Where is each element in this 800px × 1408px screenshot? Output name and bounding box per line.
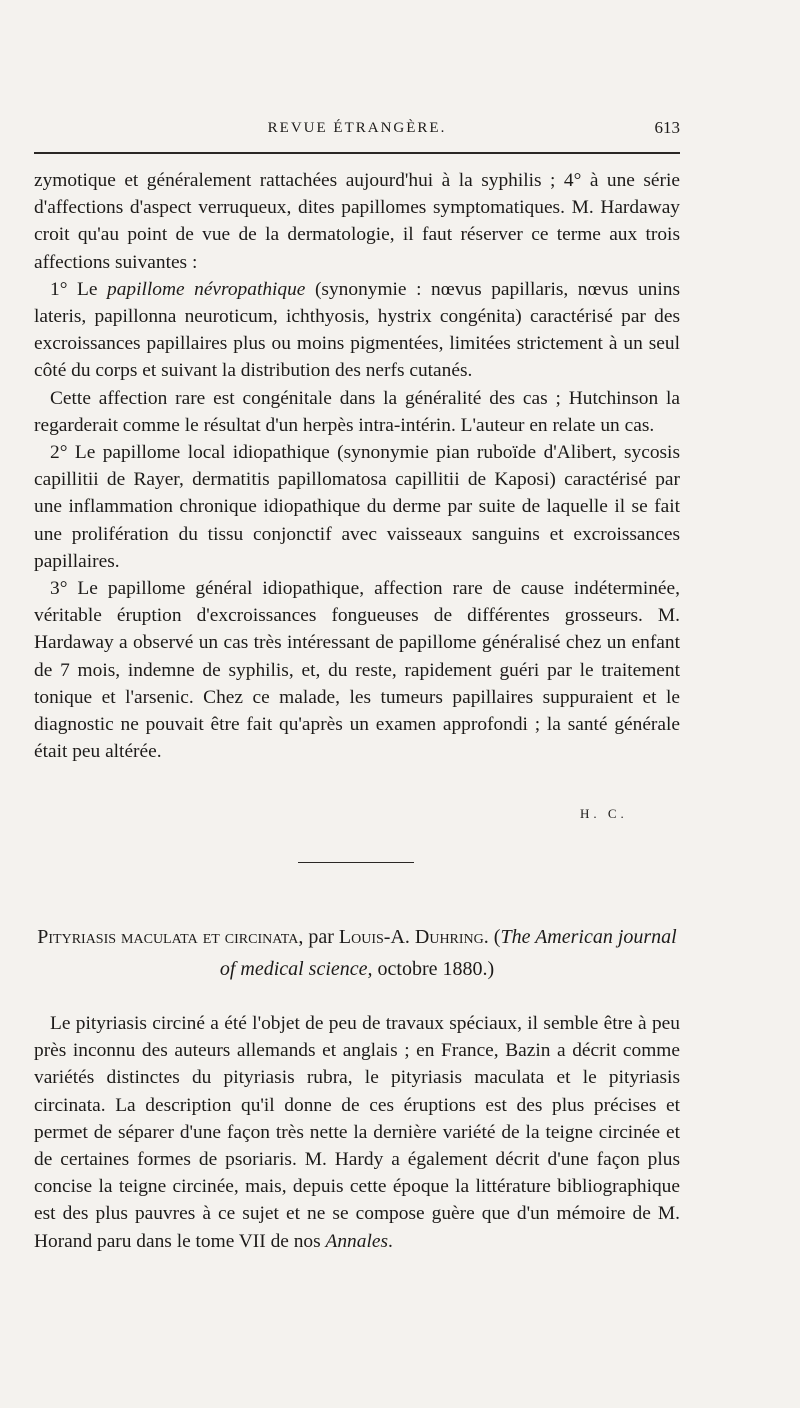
paragraph-prefix: 1° Le — [50, 278, 108, 300]
paragraph-continuation: zymotique et généralement rattachées aujourd'hui à la syphilis ; 4° à une série d'affections d'aspect verruqueux, dites papillomes symptomatiques. M. Hardaway croit qu'au point de vue de la dermatologie, il faut réserver ce terme aux trois affections suivantes : — [34, 170, 680, 273]
body-end: . — [388, 1230, 393, 1252]
source-close: ) — [487, 958, 495, 980]
article-by: par — [303, 926, 339, 948]
paragraph-papillome-general: 3° Le papillome général idiopathique, affection rare de cause indéterminée, véritable éruption d'excroissances fongueuses de différentes grosseurs. M. Hardaway a observé un cas très intéressant de papillome généralisé chez un enfant de 7 mois, indemne de syphilis, et, du reste, rapidement guéri par le traitement tonique et l'arsenic. Chez ce malade, les tumeurs papillaires suppuraient et le diagnostic ne pouvait être fait qu'après un examen approfondi ; la santé générale était peu altérée. — [34, 578, 680, 763]
paragraph-rest: (synonymie : nœvus papillaris, nœvus unins lateris, papillonna neuroticum, ichthyosis, hystrix congénita) caractérisé par des excroissances papillaires plus ou moins pigmentées, limitées strictement à un seul côté du corps et suivant la distribution des nerfs cutanés. — [34, 278, 680, 382]
journal-name: The American journal of medical science, — [219, 926, 677, 980]
article-author: Louis-A. Duhring. — [338, 926, 489, 948]
article-heading — [34, 921, 680, 985]
continued-article-text — [34, 167, 680, 765]
running-head — [34, 116, 680, 146]
header-rule — [34, 152, 680, 154]
body-text: Le pityriasis circiné a été l'objet de peu de travaux spéciaux, il semble être à peu près inconnu des auteurs allemands et anglais ; en France, Bazin a décrit comme variétés distinctes du pityriasis rubra, le pityriasis maculata et le pityriasis circinata. La description qu'il donne de ces éruptions est des plus précises et permet de séparer d'une façon très nette la dernière variété de la teigne circinée et de certaines formes de psoriaris. M. Hardy a également décrit d'une façon plus concise la teigne circinée, mais, depuis cette époque la littérature bibliographique est des plus pauvres à ce sujet et ne se compose guère que d'un mémoire de M. Horand paru dans le tome VII de nos — [34, 1013, 680, 1252]
article-paragraph — [34, 1010, 680, 1255]
article-title: Pityriasis maculata et circinata, — [37, 926, 304, 948]
section-separator — [298, 862, 414, 863]
author-initials: H. C. — [580, 806, 628, 821]
publication-date: octobre 1880. — [372, 958, 488, 980]
italic-annales: Annales — [325, 1230, 388, 1252]
page-number: 613 — [654, 118, 680, 137]
article-body — [34, 1010, 680, 1255]
running-title: REVUE ÉTRANGÈRE. — [267, 120, 447, 136]
italic-term: papillome névropathique — [107, 278, 306, 300]
paragraph-congenital: Cette affection rare est congénitale dans la généralité des cas ; Hutchinson la regarderait comme le résultat d'un herpès intra-intérin. L'auteur en relate un cas. — [34, 387, 680, 436]
paragraph-papillome-local: 2° Le papillome local idiopathique (synonymie pian ruboïde d'Alibert, sycosis capillitii de Rayer, dermatitis papillomatosa capillitii de Kaposi) caractérisé par une inflammation chronique idiopathique du derme par suite de laquelle il se fait une prolifération du tissu conjonctif avec vaisseaux sanguins et excroissances papillaires. — [34, 442, 680, 572]
source-open: ( — [488, 926, 501, 948]
paragraph-papillome-nevropathique — [34, 276, 680, 385]
